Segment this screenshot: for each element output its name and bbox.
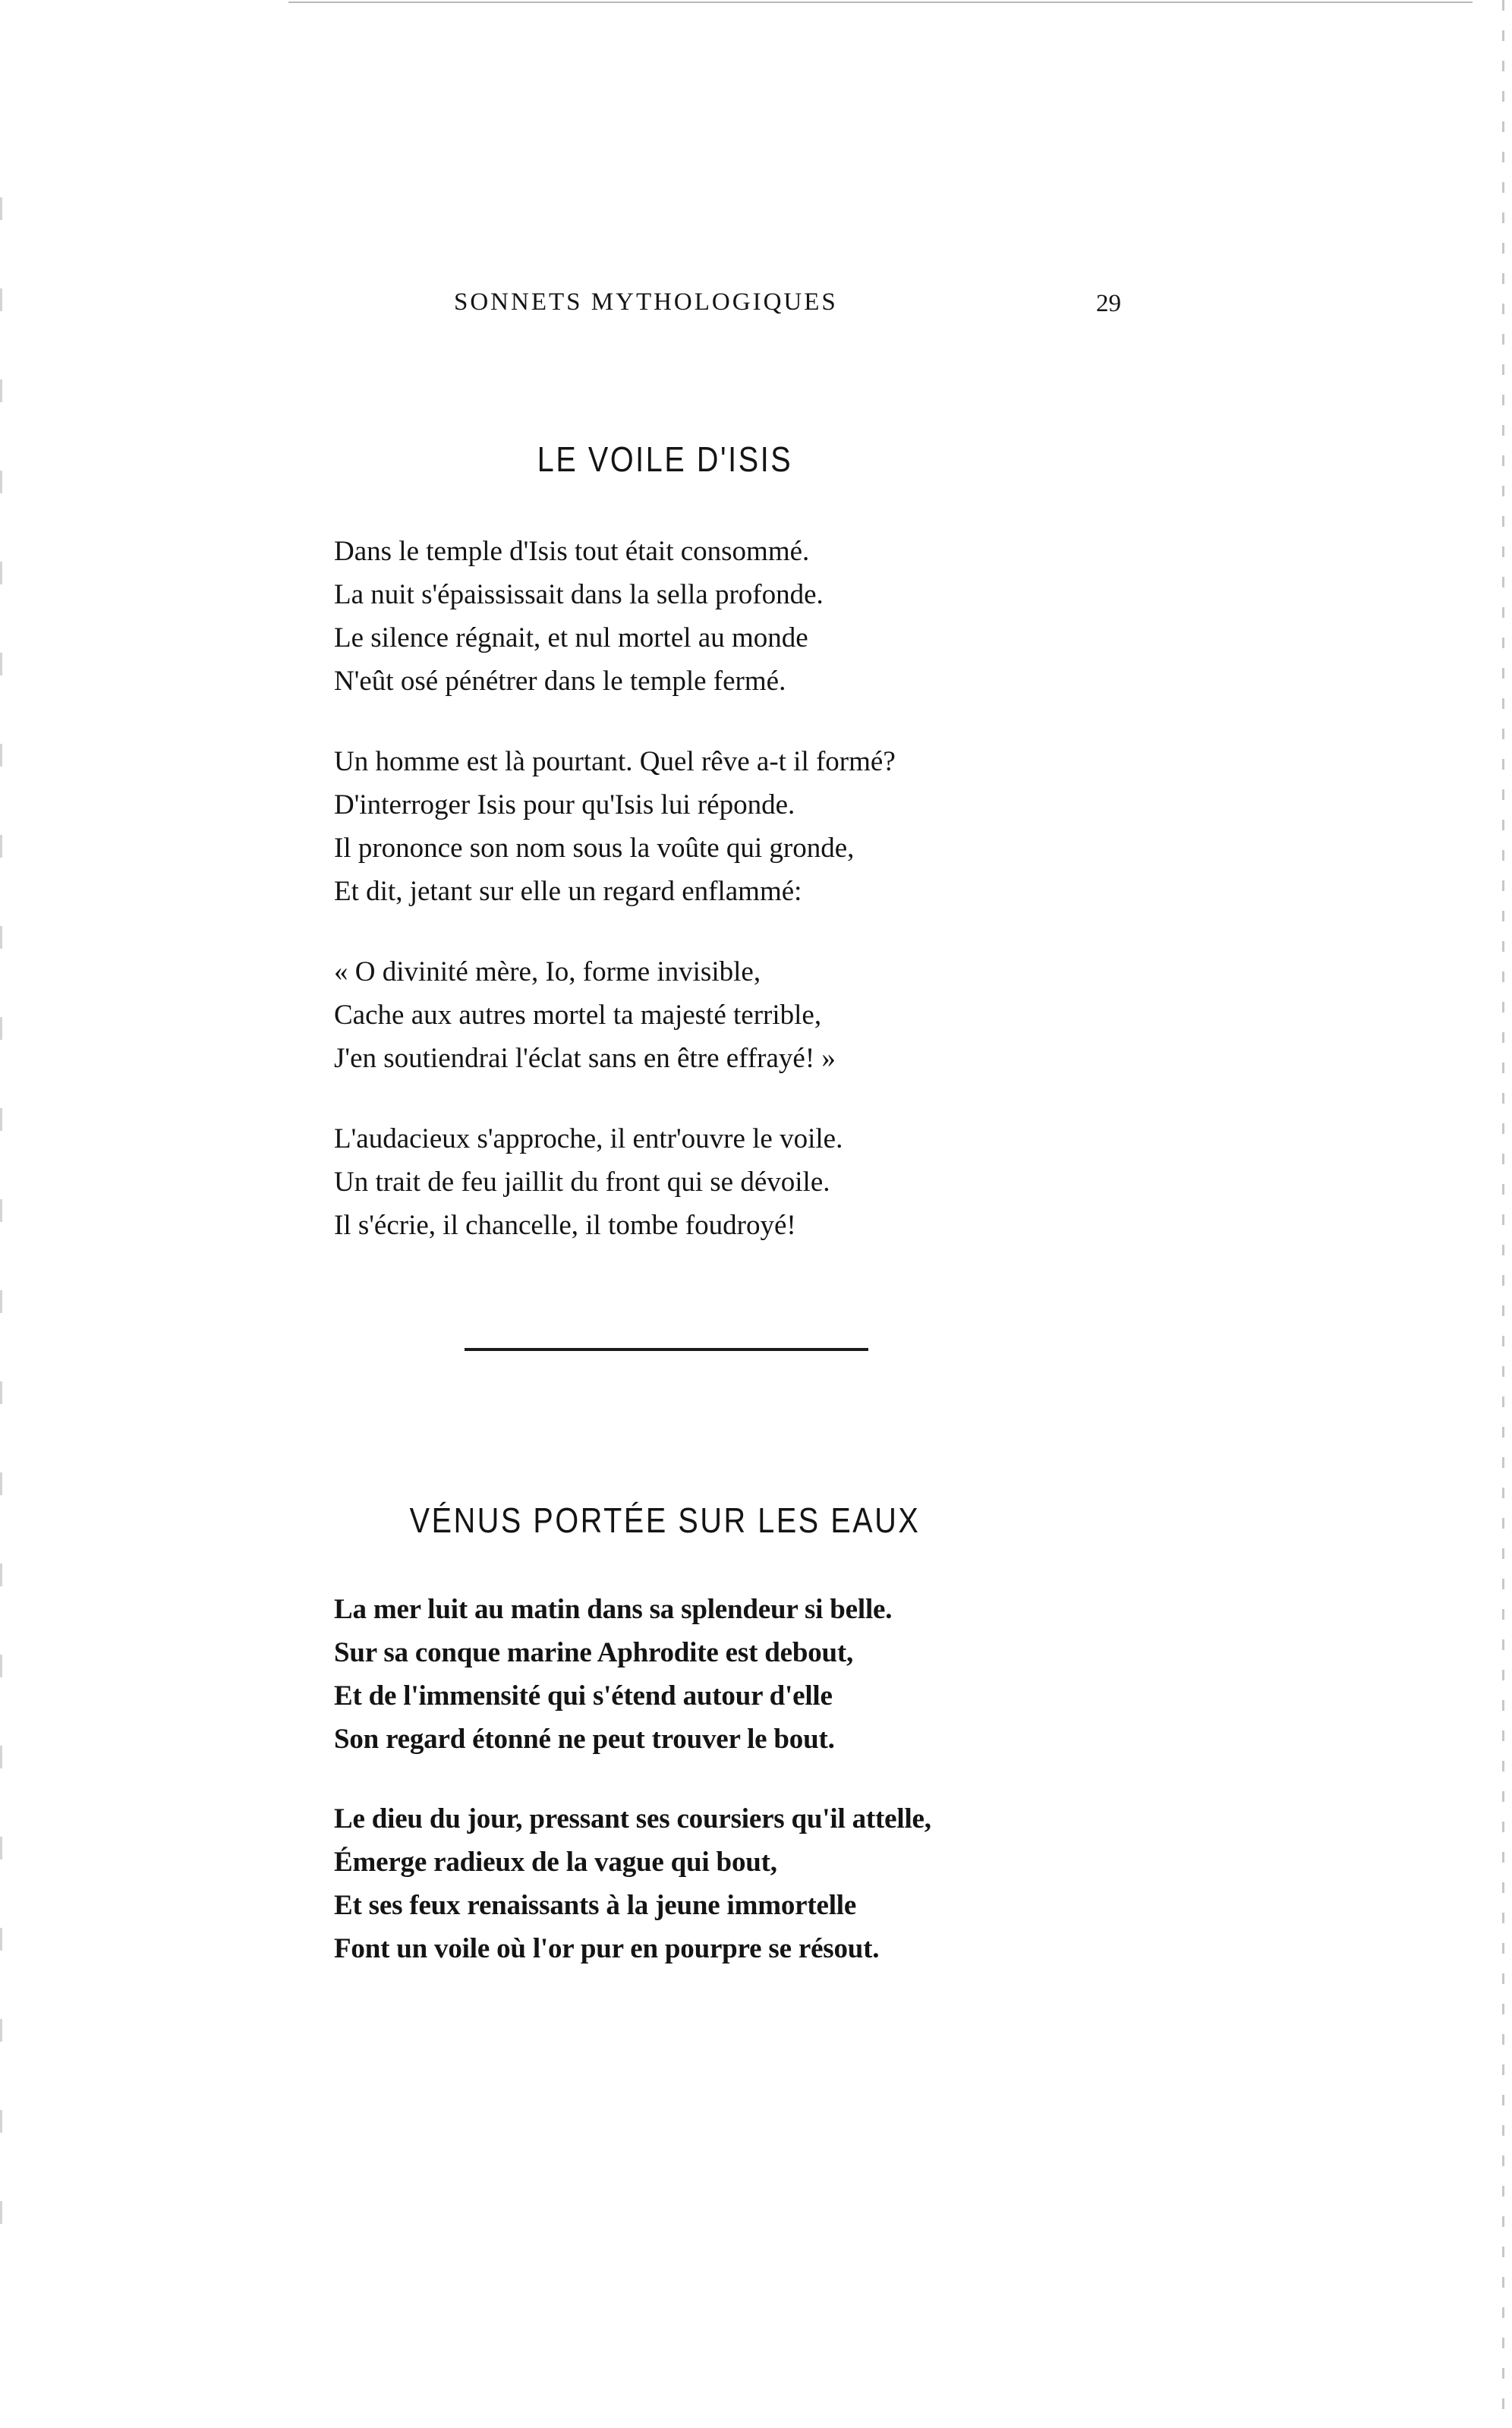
stanza-3 [334,950,1063,1080]
verse-line: Son regard étonné ne peut trouver le bout. [334,1724,835,1755]
scan-edge-top [288,2,1473,3]
verse-line: Et dit, jetant sur elle un regard enflammé: [334,876,802,907]
verse-line: N'eût osé pénétrer dans le temple fermé. [334,666,786,697]
section-divider [465,1348,868,1351]
verse-line: Cache aux autres mortel ta majesté terrible, [334,1000,822,1031]
verse-line: Un trait de feu jaillit du front qui se dévoile. [334,1167,830,1198]
verse-line: Et ses feux renaissants à la jeune immortelle [334,1890,857,1921]
stanza-2 [334,740,1063,913]
verse-line: Dans le temple d'Isis tout était consommé. [334,536,810,567]
scan-edge-left [0,197,2,2247]
verse-line: Et de l'immensité qui s'étend autour d'elle [334,1680,833,1712]
verse-line: La mer luit au matin dans sa splendeur si belle. [334,1594,893,1625]
verse-line: Font un voile où l'or pur en pourpre se résout. [334,1933,880,1964]
verse-line: Émerge radieux de la vague qui bout, [334,1847,777,1878]
verse-line: « O divinité mère, Io, forme invisible, [334,956,761,987]
stanza-6 [334,1797,1063,1970]
verse-line: La nuit s'épaississait dans la sella profonde. [334,579,824,610]
verse-line: Sur sa conque marine Aphrodite est debout, [334,1637,854,1668]
verse-line: Le silence régnait, et nul mortel au monde [334,622,808,653]
page-number: 29 [1096,290,1121,317]
verse-line: Il s'écrie, il chancelle, il tombe foudroyé! [334,1210,796,1241]
poem-title-voile-disis: LE VOILE D'ISIS [537,439,793,479]
stanza-1 [334,530,1063,703]
running-head: SONNETS MYTHOLOGIQUES [454,288,838,316]
verse-line: D'interroger Isis pour qu'Isis lui réponde. [334,789,795,820]
poem-title-venus-portee: VÉNUS PORTÉE SUR LES EAUX [409,1501,921,1540]
verse-line: Il prononce son nom sous la voûte qui gronde, [334,833,855,864]
verse-line: L'audacieux s'approche, il entr'ouvre le voile. [334,1123,843,1154]
scan-edge-right [1502,0,1504,2428]
verse-line: Un homme est là pourtant. Quel rêve a-t il formé? [334,746,896,777]
verse-line: Le dieu du jour, pressant ses coursiers qu'il attelle, [334,1803,931,1834]
stanza-4 [334,1117,1063,1247]
stanza-5 [334,1588,1063,1761]
verse-line: J'en soutiendrai l'éclat sans en être effrayé! » [334,1043,836,1074]
